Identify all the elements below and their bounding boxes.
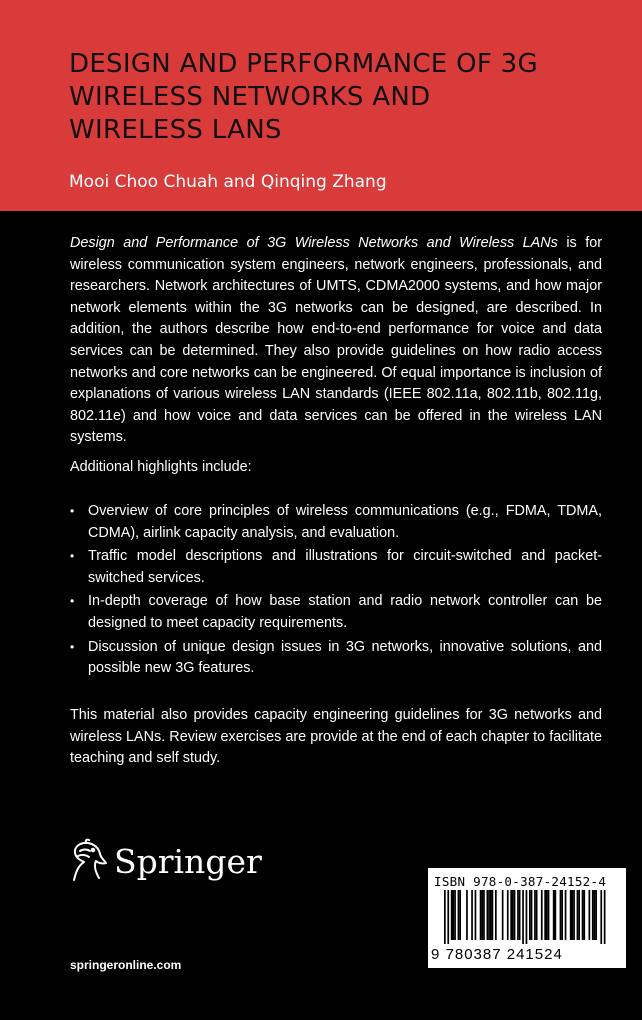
book-title-italic: Design and Performance of 3G Wireless Networks and Wireless LANs xyxy=(70,235,558,251)
cover-header-band xyxy=(0,0,642,211)
barcode-bar xyxy=(487,890,489,940)
barcode-bar xyxy=(546,890,548,940)
barcode-bar xyxy=(517,890,519,940)
barcode-bar xyxy=(522,890,524,944)
barcode-bar xyxy=(589,890,591,940)
barcode-bar xyxy=(548,890,550,940)
barcode-bar xyxy=(594,890,596,940)
barcode-bar xyxy=(512,890,514,940)
barcode-bar xyxy=(466,890,468,940)
barcode-bar xyxy=(507,890,509,940)
barcode-bar xyxy=(471,890,473,940)
highlight-item: • Discussion of unique design issues in 3G networks, innovative solutions, and possible new 3G features. xyxy=(70,637,602,680)
barcode-bar xyxy=(555,890,557,940)
highlights-intro: Additional highlights include: xyxy=(70,459,252,475)
barcode-bar xyxy=(492,890,494,940)
barcode-bar xyxy=(560,890,562,940)
barcode-bars xyxy=(444,890,614,944)
barcode-bar xyxy=(565,890,567,940)
barcode-bar xyxy=(572,890,574,940)
barcode-bar xyxy=(444,890,446,944)
barcode-bar xyxy=(526,890,528,944)
description-paragraph-text: is for wireless communication system engineers, network engineers, professionals, and researchers. Network architectures of UMTS, CDMA2000 systems, and how major network elements within the 3G networks can be designed, are described. In addition, the authors describe how end-to-end performance for voice and data services can be determined. They also provide guidelines on how radio access networks and core networks can be engineered. Of equal importance is inclusion of explanations of various wireless LAN standards (IEEE 802.11a, 802.11b, 802.11g, 802.11e) and how voice and data services can be offered in the wireless LAN systems. xyxy=(70,235,603,446)
barcode-bar xyxy=(447,890,449,944)
barcode-bar xyxy=(573,890,575,940)
barcode-bar xyxy=(483,890,485,940)
barcode-bar xyxy=(592,890,594,940)
barcode-bar xyxy=(451,890,453,940)
barcode-bar xyxy=(534,890,536,940)
barcode-bar xyxy=(481,890,483,940)
barcode-bar xyxy=(458,890,460,940)
title-line-1: DESIGN AND PERFORMANCE OF 3G xyxy=(69,49,538,79)
highlight-item: • In-depth coverage of how base station and radio network controller can be designed to meet capacity requirements. xyxy=(70,591,602,634)
barcode-bar xyxy=(490,890,492,940)
springer-horse-icon xyxy=(66,838,108,884)
barcode-bar xyxy=(577,890,579,940)
isbn-label: ISBN 978-0-387-24152-4 xyxy=(434,874,607,889)
barcode-bar xyxy=(553,890,555,940)
barcode-bar xyxy=(604,890,606,944)
barcode-bar xyxy=(480,890,482,940)
barcode-bar xyxy=(502,890,504,940)
barcode-bar xyxy=(578,890,580,940)
title-line-3: WIRELESS LANS xyxy=(69,115,282,145)
barcode-bar xyxy=(536,890,538,940)
barcode-bar xyxy=(510,890,512,940)
barcode-bar xyxy=(600,890,602,944)
title-line-2: WIRELESS NETWORKS AND xyxy=(69,82,431,112)
isbn-barcode xyxy=(428,868,626,968)
highlight-item: • Overview of core principles of wireless communications (e.g., FDMA, TDMA, CDMA), airlink capacity analysis, and evaluation. xyxy=(70,501,602,544)
barcode-bar xyxy=(570,890,572,940)
closing-paragraph: This material also provides capacity engineering guidelines for 3G networks and wireless LANs. Review exercises are provide at the end of each chapter to facilitate teaching and self study. xyxy=(70,707,602,767)
barcode-bar xyxy=(488,890,490,940)
barcode-bar xyxy=(459,890,461,940)
barcode-bar xyxy=(561,890,563,940)
barcode-bar xyxy=(595,890,597,940)
barcode-bar xyxy=(475,890,477,940)
barcode-bar xyxy=(582,890,584,940)
ean-digits: 9 780387 241524 xyxy=(431,946,563,963)
publisher-url[interactable]: springeronline.com xyxy=(70,958,182,972)
description-paragraph xyxy=(70,233,602,449)
barcode-bar xyxy=(495,890,497,940)
barcode-bar xyxy=(454,890,456,940)
barcode-bar xyxy=(541,890,543,940)
book-title xyxy=(69,48,538,147)
publisher-name: Springer xyxy=(114,841,262,881)
barcode-bar xyxy=(544,890,546,940)
highlights-list xyxy=(70,501,602,682)
barcode-bar xyxy=(514,890,516,940)
book-authors: Mooi Choo Chuah and Qinqing Zhang xyxy=(69,172,387,192)
barcode-bar xyxy=(453,890,455,940)
springer-logo xyxy=(66,838,262,884)
barcode-bar xyxy=(529,890,531,940)
barcode-bar xyxy=(531,890,533,940)
barcode-bar xyxy=(583,890,585,940)
highlight-item: • Traffic model descriptions and illustrations for circuit-switched and packet-switched services. xyxy=(70,546,602,589)
barcode-bar xyxy=(519,890,521,940)
